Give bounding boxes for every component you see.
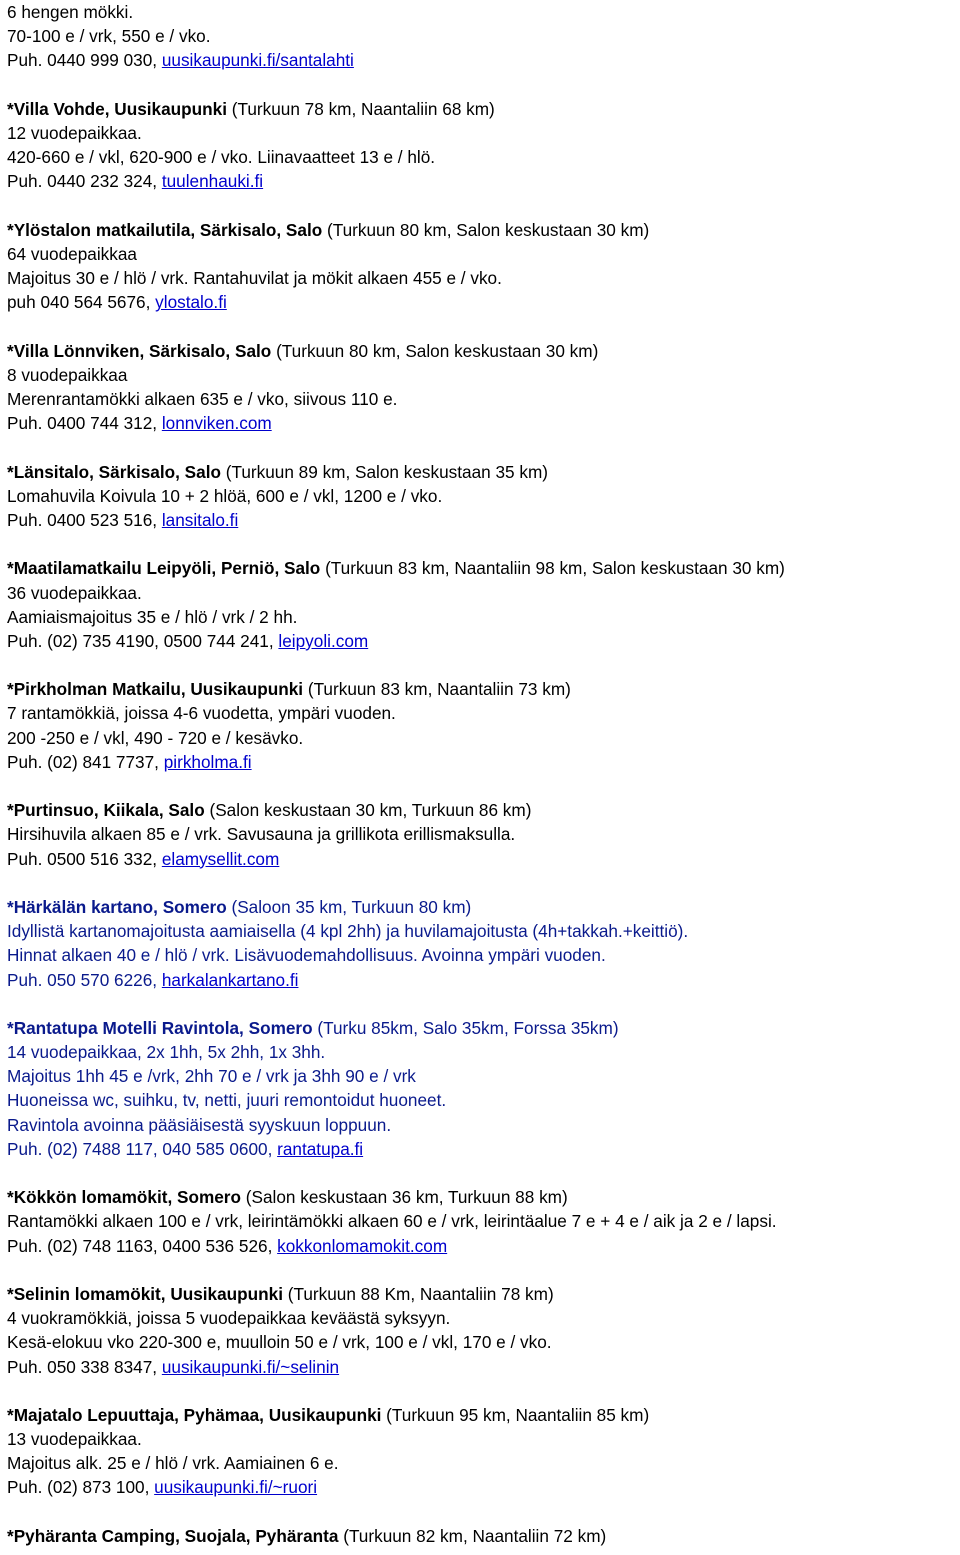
detail-text: 14 vuodepaikkaa, 2x 1hh, 5x 2hh, 1x 3hh. bbox=[7, 1042, 326, 1063]
listing-detail-line bbox=[7, 822, 957, 846]
listing-entry bbox=[7, 1403, 957, 1500]
listing-entry bbox=[7, 1016, 957, 1161]
website-link[interactable]: kokkonlomamokit.com bbox=[277, 1235, 448, 1256]
listing-detail-line bbox=[7, 387, 957, 411]
listing-detail-line bbox=[7, 169, 957, 193]
detail-text: 8 vuodepaikkaa bbox=[7, 364, 128, 385]
listing-detail-line bbox=[7, 363, 957, 387]
listing-name: *Pyhäranta Camping, Suojala, Pyhäranta bbox=[7, 1525, 339, 1546]
listing-distance: (Salon keskustaan 30 km, Turkuun 86 km) bbox=[204, 800, 532, 821]
listing-entry bbox=[7, 218, 957, 315]
listing-detail-line bbox=[7, 1355, 957, 1379]
listing-title-line bbox=[7, 798, 957, 822]
detail-text: Puh. (02) 735 4190, 0500 744 241, bbox=[7, 630, 279, 651]
listing-detail-line bbox=[7, 701, 957, 725]
website-link[interactable]: tuulenhauki.fi bbox=[161, 171, 264, 192]
listing-detail-line bbox=[7, 121, 957, 145]
listing-distance: (Turkuun 89 km, Salon keskustaan 35 km) bbox=[220, 461, 549, 482]
website-link[interactable]: ylostalo.fi bbox=[155, 292, 227, 313]
detail-text: Puh. 050 338 8347, bbox=[7, 1356, 162, 1377]
listing-detail-line bbox=[7, 508, 957, 532]
detail-text: Majoitus 1hh 45 e /vrk, 2hh 70 e / vrk ja 3hh 90 e / vrk bbox=[7, 1066, 416, 1087]
website-link[interactable]: uusikaupunki.fi/~ruori bbox=[154, 1477, 318, 1498]
entry-gap bbox=[7, 1379, 957, 1403]
listing-title-line bbox=[7, 895, 957, 919]
entry-gap bbox=[7, 194, 957, 218]
detail-text: Rantamökki alkaen 100 e / vrk, leirintämökki alkaen 60 e / vrk, leirintäalue 7 e + 4 e / aik ja 2 e / lapsi. bbox=[7, 1211, 777, 1232]
listing-title-line bbox=[7, 339, 957, 363]
listing-detail-line bbox=[7, 1064, 957, 1088]
document-body bbox=[7, 0, 957, 1548]
listing-detail-line bbox=[7, 847, 957, 871]
listing-title-line bbox=[7, 1524, 957, 1548]
listing-detail-line bbox=[7, 1088, 957, 1112]
entry-gap bbox=[7, 1258, 957, 1282]
listing-detail-line bbox=[7, 919, 957, 943]
website-link[interactable]: lonnviken.com bbox=[161, 413, 272, 434]
detail-text: 6 hengen mökki. bbox=[7, 2, 134, 22]
listing-title-line bbox=[7, 97, 957, 121]
detail-text: Puh. 0440 999 030, bbox=[7, 50, 162, 71]
detail-text: 13 vuodepaikkaa. bbox=[7, 1429, 142, 1450]
listing-distance: (Salon keskustaan 36 km, Turkuun 88 km) bbox=[241, 1187, 568, 1208]
listing-distance: (Turkuun 83 km, Naantaliin 98 km, Salon keskustaan 30 km) bbox=[320, 558, 785, 579]
listing-detail-line bbox=[7, 48, 957, 72]
listing-entry bbox=[7, 1524, 957, 1548]
listing-distance: (Turkuun 80 km, Salon keskustaan 30 km) bbox=[322, 219, 650, 240]
listing-entry bbox=[7, 97, 957, 194]
detail-text: 70-100 e / vrk, 550 e / vko. bbox=[7, 26, 211, 47]
listing-detail-line bbox=[7, 750, 957, 774]
listing-title-line bbox=[7, 460, 957, 484]
detail-text: 200 -250 e / vkl, 490 - 720 e / kesävko. bbox=[7, 727, 304, 748]
listing-entry bbox=[7, 895, 957, 992]
listing-detail-line bbox=[7, 1451, 957, 1475]
listing-detail-line bbox=[7, 1234, 957, 1258]
listing-detail-line bbox=[7, 1040, 957, 1064]
website-link[interactable]: pirkholma.fi bbox=[163, 751, 252, 772]
detail-text: Lomahuvila Koivula 10 + 2 hlöä, 600 e / vkl, 1200 e / vko. bbox=[7, 485, 443, 506]
listing-name: *Ylöstalon matkailutila, Särkisalo, Salo bbox=[7, 219, 323, 240]
entry-gap bbox=[7, 992, 957, 1016]
detail-text: Puh. 0500 516 332, bbox=[7, 848, 162, 869]
detail-text: Aamiaismajoitus 35 e / hlö / vrk / 2 hh. bbox=[7, 606, 298, 627]
detail-text: Puh. (02) 873 100, bbox=[7, 1477, 155, 1498]
detail-text: Puh. (02) 748 1163, 0400 536 526, bbox=[7, 1235, 278, 1256]
listing-title-line bbox=[7, 556, 957, 580]
detail-text: Puh. 050 570 6226, bbox=[7, 969, 162, 990]
website-link[interactable]: leipyoli.com bbox=[278, 630, 369, 651]
listing-title-line bbox=[7, 1185, 957, 1209]
listing-detail-line bbox=[7, 1330, 957, 1354]
detail-text: Ravintola avoinna pääsiäisestä syyskuun loppuun. bbox=[7, 1114, 392, 1135]
detail-text: 7 rantamökkiä, joissa 4-6 vuodetta, ympäri vuoden. bbox=[7, 703, 396, 724]
listing-entry bbox=[7, 1185, 957, 1258]
listing-detail-line bbox=[7, 1427, 957, 1451]
listing-detail-line bbox=[7, 943, 957, 967]
listing-entry bbox=[7, 677, 957, 774]
entry-gap bbox=[7, 314, 957, 338]
website-link[interactable]: uusikaupunki.fi/santalahti bbox=[161, 50, 354, 71]
listing-name: *Villa Lönnviken, Särkisalo, Salo bbox=[7, 340, 272, 361]
listing-detail-line bbox=[7, 242, 957, 266]
detail-text: Hirsihuvila alkaen 85 e / vrk. Savusauna ja grillikota erillismaksulla. bbox=[7, 824, 516, 845]
listing-detail-line bbox=[7, 24, 957, 48]
listing-name: *Villa Vohde, Uusikaupunki bbox=[7, 98, 227, 119]
listing-name: *Purtinsuo, Kiikala, Salo bbox=[7, 800, 205, 821]
listing-distance: (Turkuun 82 km, Naantaliin 72 km) bbox=[338, 1525, 607, 1546]
listing-name: *Majatalo Lepuuttaja, Pyhämaa, Uusikaupunki bbox=[7, 1404, 382, 1425]
detail-text: 420-660 e / vkl, 620-900 e / vko. Liinavaatteet 13 e / hlö. bbox=[7, 147, 436, 168]
entry-gap bbox=[7, 1500, 957, 1524]
listing-title-line bbox=[7, 1403, 957, 1427]
listing-detail-line bbox=[7, 1306, 957, 1330]
listing-distance: (Turkuun 83 km, Naantaliin 73 km) bbox=[303, 679, 571, 700]
listing-detail-line bbox=[7, 411, 957, 435]
detail-text: Majoitus alk. 25 e / hlö / vrk. Aamiainen 6 e. bbox=[7, 1453, 339, 1474]
detail-text: Kesä-elokuu vko 220-300 e, muulloin 50 e / vrk, 100 e / vkl, 170 e / vko. bbox=[7, 1332, 552, 1353]
listing-distance: (Turkuun 80 km, Salon keskustaan 30 km) bbox=[271, 340, 599, 361]
listing-name: *Selinin lomamökit, Uusikaupunki bbox=[7, 1283, 284, 1304]
listing-title-line bbox=[7, 1016, 957, 1040]
detail-text: 36 vuodepaikkaa. bbox=[7, 582, 142, 603]
website-link[interactable]: uusikaupunki.fi/~selinin bbox=[161, 1356, 340, 1377]
listing-detail-line bbox=[7, 581, 957, 605]
entry-gap bbox=[7, 774, 957, 798]
listing-name: *Rantatupa Motelli Ravintola, Somero bbox=[7, 1017, 313, 1038]
website-link[interactable]: elamysellit.com bbox=[161, 848, 280, 869]
detail-text: Puh. (02) 7488 117, 040 585 0600, bbox=[7, 1138, 278, 1159]
entry-gap bbox=[7, 871, 957, 895]
listing-detail-line bbox=[7, 1475, 957, 1499]
listing-detail-line bbox=[7, 1209, 957, 1233]
listing-detail-line bbox=[7, 629, 957, 653]
listing-distance: (Turku 85km, Salo 35km, Forssa 35km) bbox=[312, 1017, 619, 1038]
listing-distance: (Turkuun 95 km, Naantaliin 85 km) bbox=[381, 1404, 650, 1425]
entry-gap bbox=[7, 73, 957, 97]
listing-detail-line bbox=[7, 1113, 957, 1137]
detail-text: Hinnat alkaen 40 e / hlö / vrk. Lisävuodemahdollisuus. Avoinna ympäri vuoden. bbox=[7, 945, 606, 966]
listing-name: *Länsitalo, Särkisalo, Salo bbox=[7, 461, 221, 482]
website-link[interactable]: harkalankartano.fi bbox=[161, 969, 299, 990]
detail-text: Puh. (02) 841 7737, bbox=[7, 751, 164, 772]
entry-gap bbox=[7, 532, 957, 556]
listing-distance: (Turkuun 88 Km, Naantaliin 78 km) bbox=[283, 1283, 554, 1304]
website-link[interactable]: lansitalo.fi bbox=[161, 509, 239, 530]
listing-detail-line bbox=[7, 290, 957, 314]
entry-gap bbox=[7, 435, 957, 459]
listing-name: *Maatilamatkailu Leipyöli, Perniö, Salo bbox=[7, 558, 321, 579]
listing-name: *Pirkholman Matkailu, Uusikaupunki bbox=[7, 679, 304, 700]
detail-text: Puh. 0400 523 516, bbox=[7, 509, 162, 530]
listing-detail-line bbox=[7, 0, 957, 24]
website-link[interactable]: rantatupa.fi bbox=[277, 1138, 364, 1159]
listing-entry bbox=[7, 798, 957, 871]
listing-entry bbox=[7, 556, 957, 653]
listing-detail-line bbox=[7, 266, 957, 290]
listing-detail-line bbox=[7, 968, 957, 992]
listing-entry bbox=[7, 1282, 957, 1379]
listing-entry bbox=[7, 339, 957, 436]
listing-detail-line bbox=[7, 605, 957, 629]
detail-text: Merenrantamökki alkaen 635 e / vko, siivous 110 e. bbox=[7, 389, 398, 409]
listing-title-line bbox=[7, 1282, 957, 1306]
detail-text: Huoneissa wc, suihku, tv, netti, juuri remontoidut huoneet. bbox=[7, 1090, 447, 1111]
listing-name: *Härkälän kartano, Somero bbox=[7, 896, 227, 917]
listing-title-line bbox=[7, 218, 957, 242]
listing-detail-line bbox=[7, 726, 957, 750]
listing-distance: (Saloon 35 km, Turkuun 80 km) bbox=[226, 896, 472, 917]
entry-gap bbox=[7, 653, 957, 677]
entry-gap bbox=[7, 1161, 957, 1185]
detail-text: Puh. 0400 744 312, bbox=[7, 413, 162, 434]
listing-distance: (Turkuun 78 km, Naantaliin 68 km) bbox=[227, 98, 495, 119]
listing-entry bbox=[7, 0, 957, 73]
detail-text: 12 vuodepaikkaa. bbox=[7, 122, 142, 143]
listing-title-line bbox=[7, 677, 957, 701]
detail-text: Puh. 0440 232 324, bbox=[7, 171, 162, 192]
listing-detail-line bbox=[7, 484, 957, 508]
listing-entry bbox=[7, 460, 957, 533]
detail-text: Majoitus 30 e / hlö / vrk. Rantahuvilat ja mökit alkaen 455 e / vko. bbox=[7, 268, 502, 289]
listing-name: *Kökkön lomamökit, Somero bbox=[7, 1187, 241, 1208]
detail-text: 64 vuodepaikkaa bbox=[7, 243, 137, 264]
listing-detail-line bbox=[7, 1137, 957, 1161]
detail-text: Idyllistä kartanomajoitusta aamiaisella (4 kpl 2hh) ja huvilamajoitusta (4h+takkah.+keittiö). bbox=[7, 921, 689, 942]
detail-text: 4 vuokramökkiä, joissa 5 vuodepaikkaa keväästä syksyyn. bbox=[7, 1308, 451, 1329]
detail-text: puh 040 564 5676, bbox=[7, 292, 156, 313]
listing-detail-line bbox=[7, 145, 957, 169]
